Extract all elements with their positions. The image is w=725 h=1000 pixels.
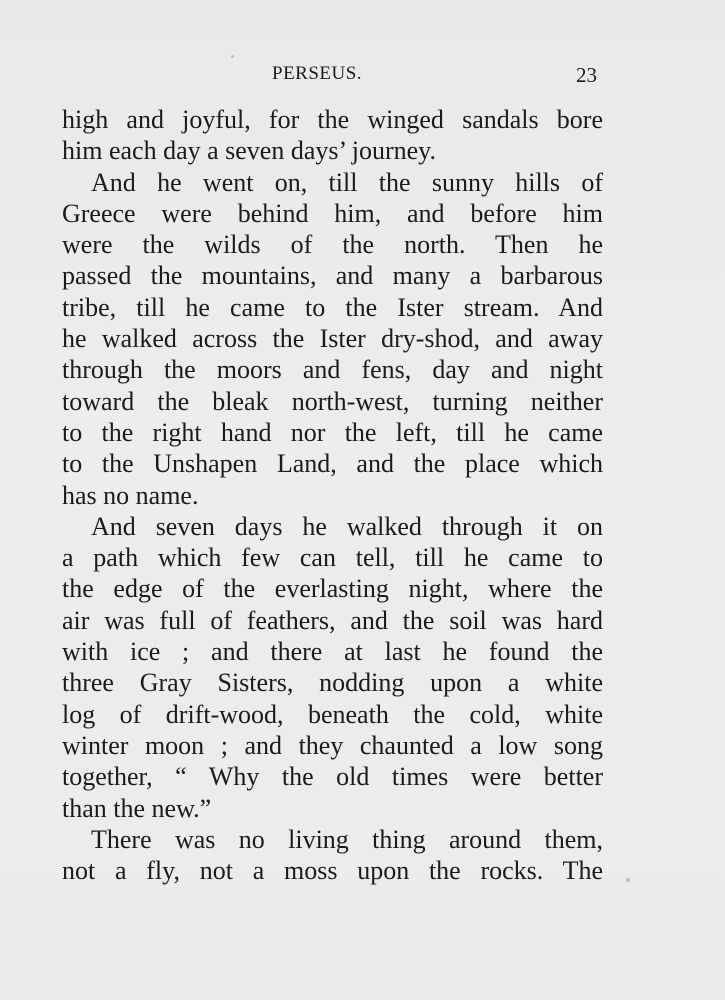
text-line: winter moon ; and they chaunted a low song	[62, 730, 603, 760]
text-line: toward the bleak north-west, turning neither	[62, 386, 603, 416]
paper-speck	[626, 878, 630, 882]
text-line: to the Unshapen Land, and the place which	[62, 449, 603, 479]
text-line: passed the mountains, and many a barbarous	[62, 261, 603, 291]
text-line: high and joyful, for the winged sandals bore	[62, 105, 603, 134]
text-line: And seven days he walked through it on	[91, 511, 603, 541]
text-line: to the right hand nor the left, till he came	[62, 417, 603, 447]
page-number: 23	[576, 63, 597, 87]
text-line: through the moors and fens, day and night	[62, 355, 603, 385]
text-line: air was full of feathers, and the soil was hard	[62, 605, 603, 635]
text-line: than the new.”	[62, 793, 212, 823]
text-line: three Gray Sisters, nodding upon a white	[62, 668, 603, 698]
text-line: were the wilds of the north. Then he	[62, 230, 603, 260]
text-line: tribe, till he came to the Ister stream. And	[62, 292, 603, 322]
paper-speck	[231, 55, 234, 58]
text-line: has no name.	[62, 480, 199, 510]
text-line: not a fly, not a moss upon the rocks. The	[62, 856, 603, 886]
text-line: him each day a seven days’ journey.	[62, 136, 436, 166]
text-line: he walked across the Ister dry-shod, and away	[62, 324, 603, 354]
text-line: a path which few can tell, till he came to	[62, 543, 603, 573]
body-text	[62, 104, 603, 886]
text-line: log of drift-wood, beneath the cold, white	[62, 699, 603, 729]
text-line: the edge of the everlasting night, where the	[62, 574, 603, 604]
text-line: Greece were behind him, and before him	[62, 198, 603, 228]
text-line: And he went on, till the sunny hills of	[91, 167, 603, 197]
text-line: together, “ Why the old times were better	[62, 762, 603, 792]
text-line: with ice ; and there at last he found the	[62, 637, 603, 667]
text-line: There was no living thing around them,	[91, 824, 603, 854]
running-title: PERSEUS.	[272, 63, 363, 84]
